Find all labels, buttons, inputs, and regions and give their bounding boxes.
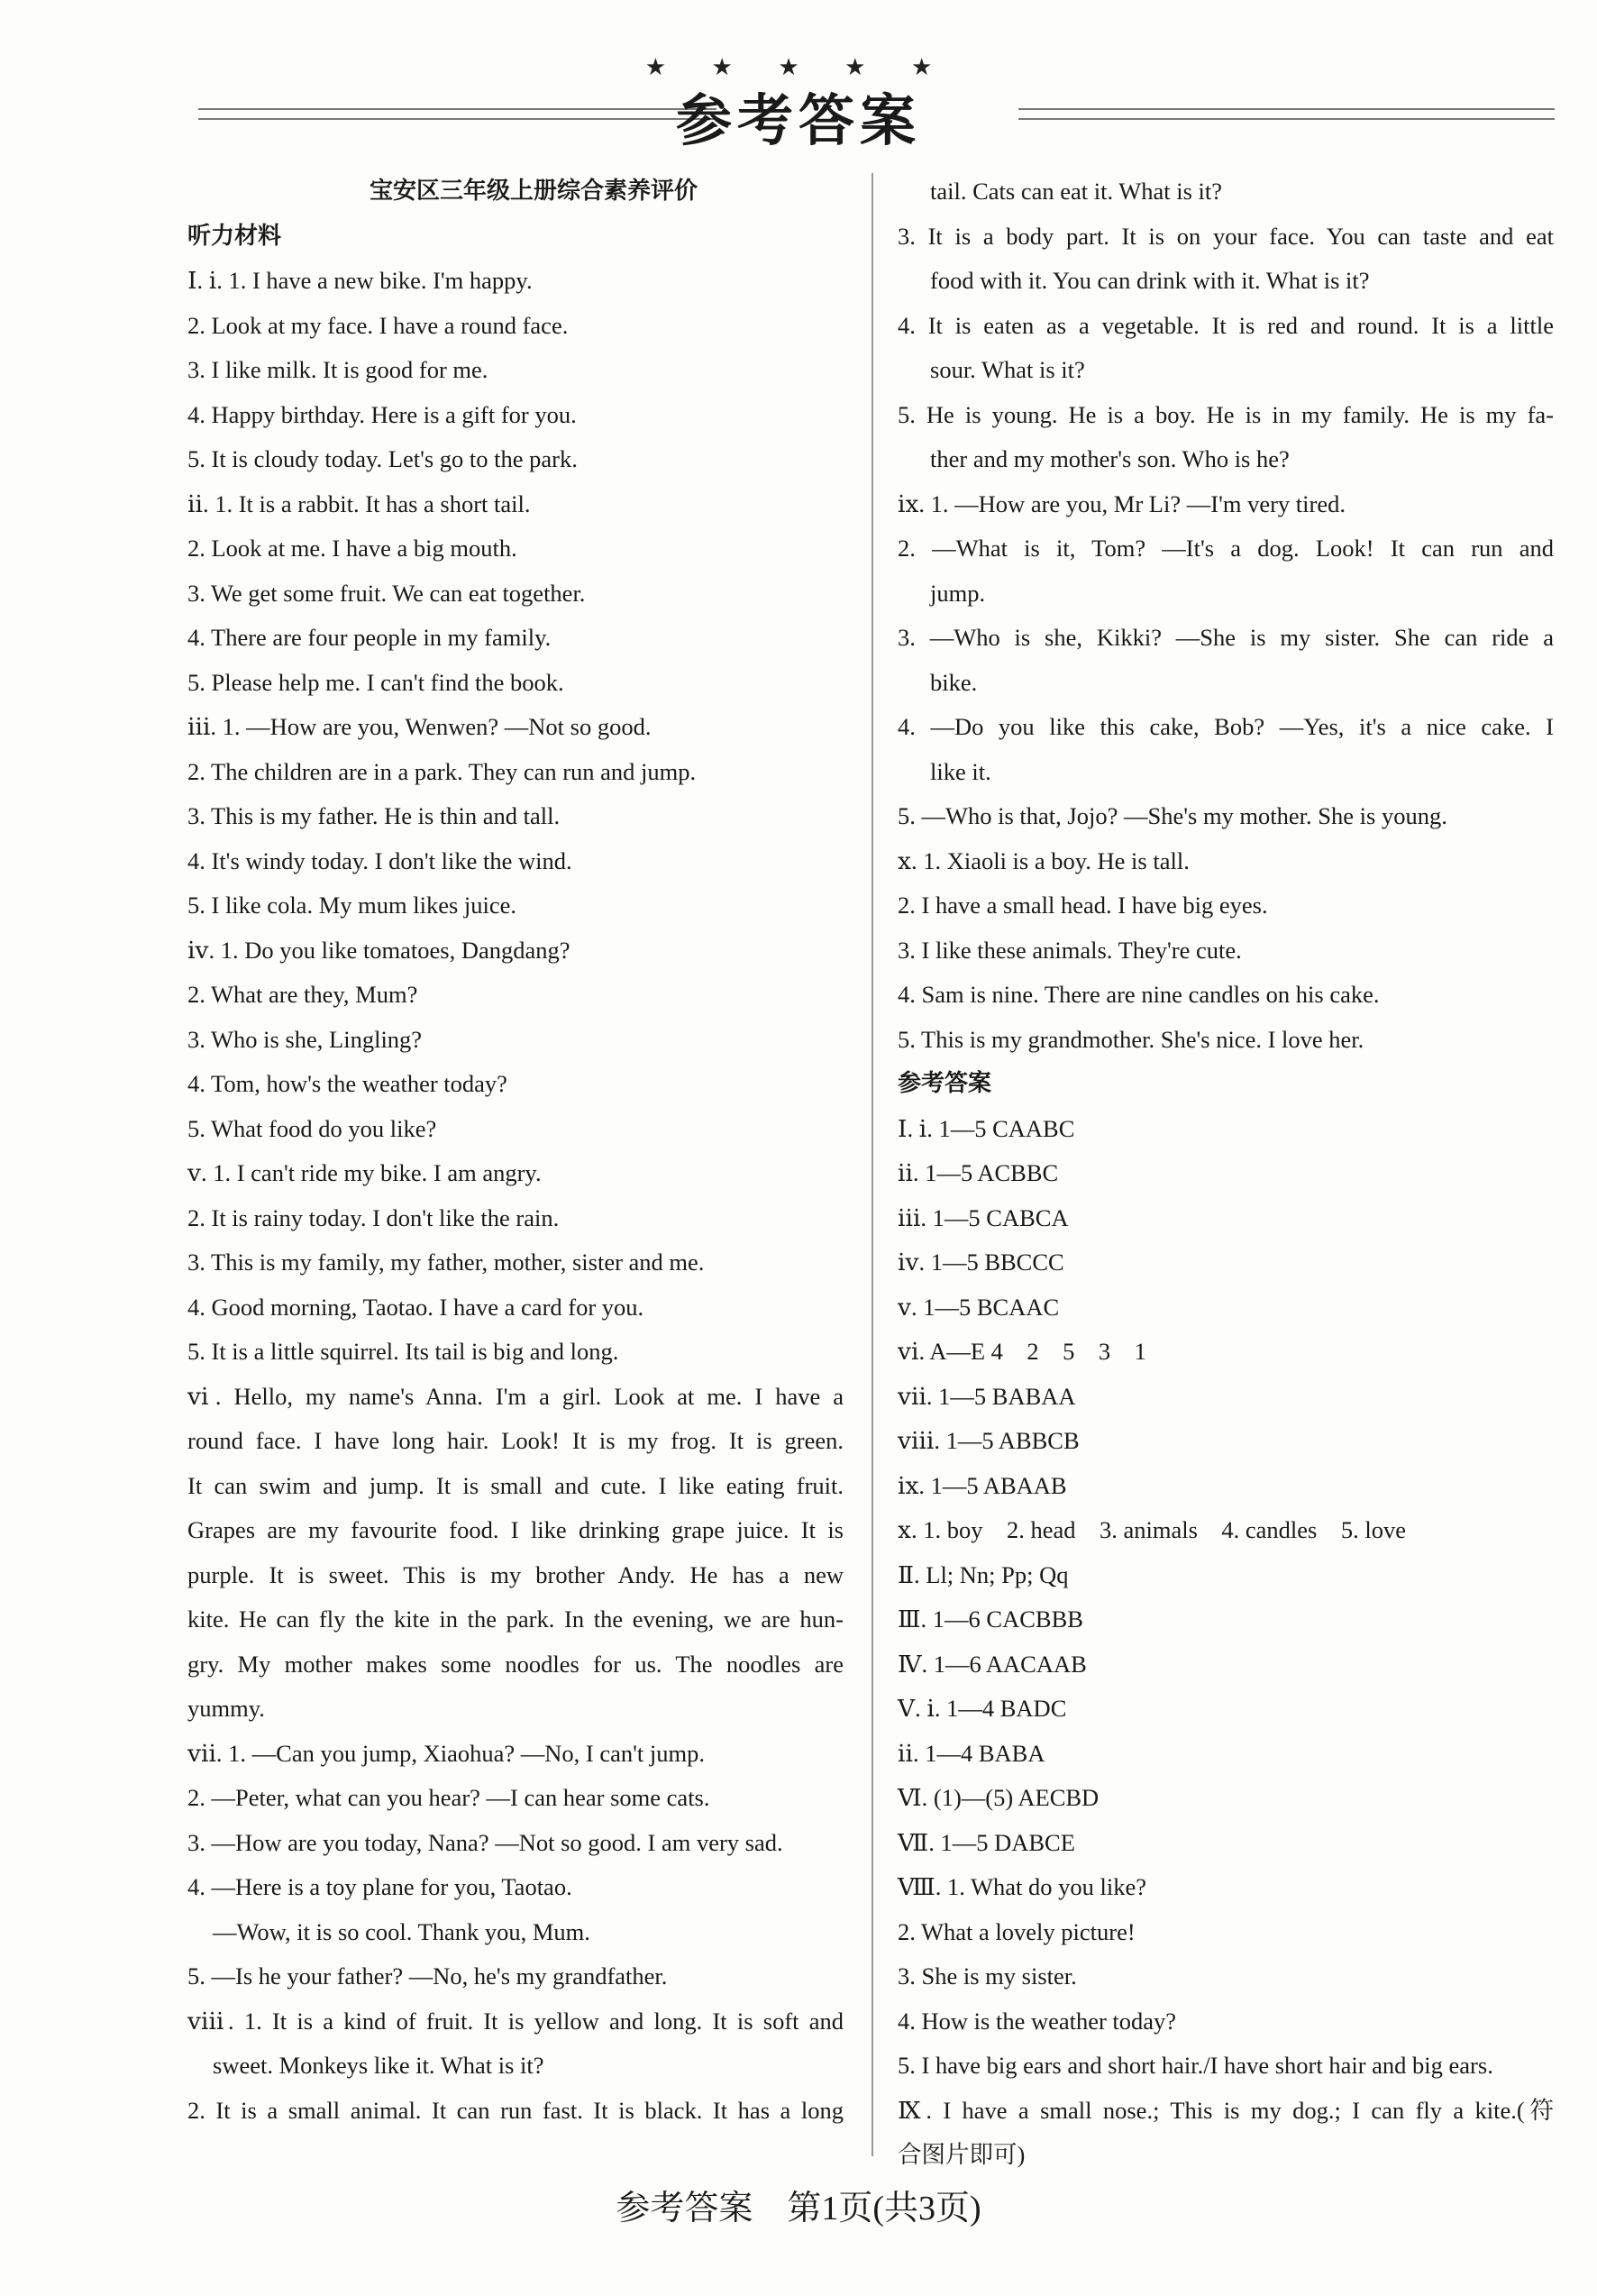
left-text-line: 5. What food do you like? xyxy=(187,1114,437,1142)
right-text-line: ther and my mother's son. Who is he? xyxy=(930,445,1290,472)
left-text-line: 4. It's windy today. I don't like the wind. xyxy=(187,846,572,874)
right-text-line: tail. Cats can eat it. What is it? xyxy=(930,178,1223,205)
left-text-line: 2. What are they, Mum? xyxy=(187,981,418,1008)
left-text-line: 3. Who is she, Lingling? xyxy=(187,1025,423,1053)
left-text-line: 3. This is my father. He is thin and tall. xyxy=(187,802,561,829)
right-text-line: 4. —Do you like this cake, Bob? —Yes, it's a nice cake. I xyxy=(898,713,1554,740)
page-footer: 参考答案 第1页(共3页) xyxy=(616,2190,981,2227)
left-text-line: 5. I like cola. My mum likes juice. xyxy=(187,892,517,919)
right-text-line: Ⅳ. 1—6 AACAAB xyxy=(898,1650,1087,1678)
left-text-line: 2. Look at my face. I have a round face. xyxy=(187,311,569,339)
right-text-line: 4. How is the weather today? xyxy=(898,2007,1177,2035)
right-text-line: 2. I have a small head. I have big eyes. xyxy=(898,892,1268,919)
right-text-line: like it. xyxy=(930,757,991,785)
left-text-line: 宝安区三年级上册综合素养评价 xyxy=(369,178,698,205)
right-text-line: 5. —Who is that, Jojo? —She's my mother. She is young. xyxy=(898,802,1447,829)
right-text-line: ⅸ. 1—5 ABAAB xyxy=(898,1471,1067,1499)
left-text-line: ⅵ. Hello, my name's Anna. I'm a girl. Look at me. I have a xyxy=(187,1382,844,1410)
left-text-line: —Wow, it is so cool. Thank you, Mum. xyxy=(213,1917,590,1945)
left-text-line: 4. Tom, how's the weather today? xyxy=(187,1070,507,1097)
right-text-line: bike. xyxy=(930,668,978,696)
right-text-line: 3. I like these animals. They're cute. xyxy=(898,936,1242,964)
left-text-line: 2. Look at me. I have a big mouth. xyxy=(187,535,517,562)
left-text-line: 5. It is cloudy today. Let's go to the park. xyxy=(187,445,578,472)
left-text-line: 2. It is rainy today. I don't like the rain. xyxy=(187,1203,560,1231)
left-text-line: ⅴ. 1. I can't ride my bike. I am angry. xyxy=(187,1159,542,1186)
right-text-line: Ⅶ. 1—5 DABCE xyxy=(898,1828,1075,1856)
left-text-line: Ⅰ. ⅰ. 1. I have a new bike. I'm happy. xyxy=(187,267,533,294)
right-text-line: Ⅸ. I have a small nose.; This is my dog.; I can fly a kite.(符 xyxy=(898,2096,1554,2124)
left-text-line: 2. It is a small animal. It can run fast. It is black. It has a long xyxy=(187,2096,844,2124)
left-text-line: ⅶ. 1. —Can you jump, Xiaohua? —No, I can't jump. xyxy=(187,1739,705,1767)
left-text-line: purple. It is sweet. This is my brother Andy. He has a new xyxy=(187,1560,844,1588)
right-text-line: 2. —What is it, Tom? —It's a dog. Look! It can run and xyxy=(898,535,1554,562)
left-text-line: 5. Please help me. I can't find the book. xyxy=(187,668,564,696)
right-text-line: Ⅰ. ⅰ. 1—5 CAABC xyxy=(898,1114,1075,1142)
right-text-line: 4. It is eaten as a vegetable. It is red and round. It is a little xyxy=(898,311,1554,339)
left-column xyxy=(187,169,844,2133)
left-text-line: 4. Happy birthday. Here is a gift for you. xyxy=(187,400,577,428)
right-text-line: ⅱ. 1—4 BABA xyxy=(898,1739,1045,1767)
right-text-line: Ⅱ. Ll; Nn; Pp; Qq xyxy=(898,1560,1069,1588)
right-text-line: food with it. You can drink with it. What is it? xyxy=(930,267,1370,294)
left-text-line: 2. —Peter, what can you hear? —I can hear some cats. xyxy=(187,1784,710,1811)
right-text-line: Ⅷ. 1. What do you like? xyxy=(898,1873,1147,1900)
right-text-line: 3. She is my sister. xyxy=(898,1962,1077,1990)
right-text-line: 5. I have big ears and short hair./I have short hair and big ears. xyxy=(898,2052,1493,2079)
right-text-line: 2. What a lovely picture! xyxy=(898,1917,1136,1945)
left-text-line: sweet. Monkeys like it. What is it? xyxy=(213,2052,544,2079)
right-text-line: 5. This is my grandmother. She's nice. I love her. xyxy=(898,1025,1364,1053)
left-text-line: 3. We get some fruit. We can eat together. xyxy=(187,579,586,607)
left-text-line: It can swim and jump. It is small and cute. I like eating fruit. xyxy=(187,1471,844,1499)
page-title: 参考答案 xyxy=(675,87,921,153)
left-text-line: ⅳ. 1. Do you like tomatoes, Dangdang? xyxy=(187,936,570,964)
left-text-line: ⅲ. 1. —How are you, Wenwen? —Not so good. xyxy=(187,713,652,740)
right-text-line: 5. He is young. He is a boy. He is in my family. He is my fa- xyxy=(898,400,1554,428)
right-text-line: 4. Sam is nine. There are nine candles on his cake. xyxy=(898,981,1380,1008)
left-text-line: round face. I have long hair. Look! It is my frog. It is green. xyxy=(187,1427,844,1454)
right-text-line: ⅴ. 1—5 BCAAC xyxy=(898,1293,1060,1321)
decorative-stars: ★ ★ ★ ★ ★ xyxy=(644,54,953,80)
right-text-line: 合图片即可) xyxy=(898,2141,1026,2168)
left-text-line: 4. Good morning, Taotao. I have a card for you. xyxy=(187,1293,644,1321)
left-text-line: 5. —Is he your father? —No, he's my grandfather. xyxy=(187,1962,668,1990)
right-text-line: ⅹ. 1. boy 2. head 3. animals 4. candles 5. love xyxy=(898,1516,1406,1543)
right-text-line: 参考答案 xyxy=(898,1070,992,1097)
left-text-line: 3. I like milk. It is good for me. xyxy=(187,356,488,383)
right-text-line: ⅱ. 1—5 ACBBC xyxy=(898,1159,1059,1186)
right-text-line: ⅲ. 1—5 CABCA xyxy=(898,1203,1069,1231)
right-text-line: ⅳ. 1—5 BBCCC xyxy=(898,1249,1064,1276)
right-text-line: ⅸ. 1. —How are you, Mr Li? —I'm very tired. xyxy=(898,489,1346,517)
right-text-line: ⅷ. 1—5 ABBCB xyxy=(898,1427,1080,1454)
left-text-line: Grapes are my favourite food. I like drinking grape juice. It is xyxy=(187,1516,844,1543)
left-text-line: 5. It is a little squirrel. Its tail is big and long. xyxy=(187,1338,619,1365)
left-text-line: ⅷ. 1. It is a kind of fruit. It is yellow and long. It is soft and xyxy=(187,2007,844,2035)
right-text-line: 3. —Who is she, Kikki? —She is my sister. She can ride a xyxy=(898,624,1554,651)
right-column xyxy=(898,169,1554,2178)
right-text-line: ⅶ. 1—5 BABAA xyxy=(898,1382,1076,1410)
right-text-line: Ⅵ. (1)—(5) AECBD xyxy=(898,1784,1100,1811)
right-text-line: Ⅲ. 1—6 CACBBB xyxy=(898,1605,1083,1633)
left-text-line: yummy. xyxy=(187,1695,265,1722)
right-text-line: ⅵ. A—E 4 2 5 3 1 xyxy=(898,1338,1146,1365)
left-text-line: 2. The children are in a park. They can run and jump. xyxy=(187,757,697,785)
right-text-line: ⅹ. 1. Xiaoli is a boy. He is tall. xyxy=(898,846,1190,874)
right-text-line: Ⅴ. ⅰ. 1—4 BADC xyxy=(898,1695,1067,1722)
left-text-line: 听力材料 xyxy=(187,222,282,250)
right-text-line: sour. What is it? xyxy=(930,356,1085,383)
right-text-line: 3. It is a body part. It is on your face. You can taste and eat xyxy=(898,222,1554,250)
left-text-line: 4. —Here is a toy plane for you, Taotao. xyxy=(187,1873,572,1900)
left-text-line: ⅱ. 1. It is a rabbit. It has a short tail. xyxy=(187,489,531,517)
left-text-line: gry. My mother makes some noodles for us. The noodles are xyxy=(187,1650,844,1678)
left-text-line: kite. He can fly the kite in the park. In the evening, we are hun- xyxy=(187,1605,844,1633)
left-text-line: 3. —How are you today, Nana? —Not so good. I am very sad. xyxy=(187,1828,783,1856)
right-text-line: jump. xyxy=(930,579,986,607)
left-text-line: 4. There are four people in my family. xyxy=(187,624,552,651)
left-text-line: 3. This is my family, my father, mother, sister and me. xyxy=(187,1249,705,1276)
column-divider xyxy=(872,173,873,2156)
